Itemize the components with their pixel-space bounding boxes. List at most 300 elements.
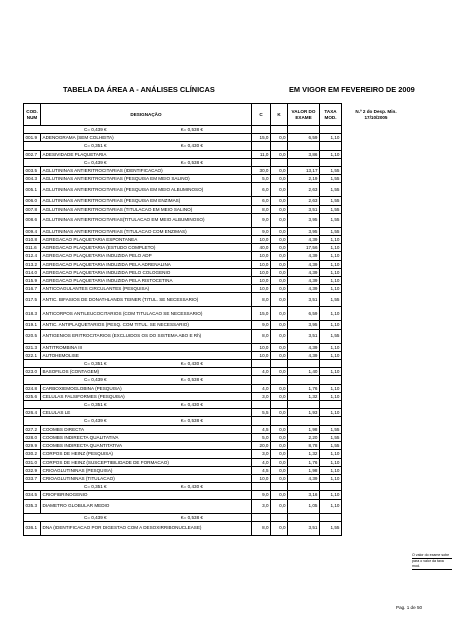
exam-value-cell: 3,95 <box>288 321 320 329</box>
code-cell: 031.0 <box>24 458 41 466</box>
empty-cell <box>342 474 411 482</box>
table-row <box>24 213 411 227</box>
code-cell: 028.0 <box>24 433 41 441</box>
c-cell: 10,0 <box>252 260 271 268</box>
table-row <box>24 183 411 197</box>
empty-cell <box>342 293 411 307</box>
price-factor-row <box>24 513 411 521</box>
table-row <box>24 197 411 205</box>
empty-cell <box>342 205 411 213</box>
exam-value-cell: 6,59 <box>288 134 320 142</box>
empty-cell <box>271 513 288 521</box>
designation-cell: AGLUTININAS ANTIERITROCITARIAS(TITULACAO EM MEIO ALBUMINOSO) <box>41 213 252 227</box>
c-cell: 4,5 <box>252 466 271 474</box>
exam-value-cell: 3,51 <box>288 329 320 343</box>
empty-cell <box>342 458 411 466</box>
moderating-fee-cell: 1,55 <box>320 433 342 441</box>
empty-cell <box>252 158 271 166</box>
exam-value-cell: 3,51 <box>288 521 320 535</box>
empty-cell <box>342 158 411 166</box>
code-cell: 005.1 <box>24 183 41 197</box>
exam-value-cell: 1,32 <box>288 392 320 400</box>
empty-cell <box>342 521 411 535</box>
exam-value-cell: 17,56 <box>288 244 320 252</box>
header-k: K <box>271 104 288 126</box>
c-cell: 6,0 <box>252 183 271 197</box>
moderating-fee-cell: 1,10 <box>320 307 342 321</box>
table-row <box>24 425 411 433</box>
exam-value-cell: 3,16 <box>288 491 320 499</box>
table-row <box>24 227 411 235</box>
c-factor: C= 0,439 € <box>84 159 107 165</box>
empty-cell <box>342 307 411 321</box>
moderating-fee-cell: 1,55 <box>320 293 342 307</box>
empty-cell <box>342 175 411 183</box>
exam-value-cell: 13,17 <box>288 167 320 175</box>
empty-cell <box>320 360 342 368</box>
code-cell: 016.7 <box>24 285 41 293</box>
exam-value-cell: 1,76 <box>288 458 320 466</box>
table-body <box>24 126 411 536</box>
empty-cell <box>342 368 411 376</box>
empty-cell <box>271 360 288 368</box>
k-cell: 0,0 <box>271 268 288 276</box>
empty-cell <box>342 329 411 343</box>
header-designacao: DESIGNAÇÃO <box>41 104 252 126</box>
table-row <box>24 260 411 268</box>
empty-cell <box>342 183 411 197</box>
moderating-fee-cell: 1,10 <box>320 268 342 276</box>
table-row <box>24 409 411 417</box>
table-row <box>24 458 411 466</box>
empty-cell <box>342 252 411 260</box>
k-cell: 0,0 <box>271 351 288 359</box>
code-cell: 033.7 <box>24 474 41 482</box>
moderating-fee-cell: 1,55 <box>320 442 342 450</box>
header-valor: VALOR DO EXAME <box>288 104 320 126</box>
empty-cell <box>320 483 342 491</box>
designation-cell: CRIOAGLUTININAS (PESQUISA) <box>41 466 252 474</box>
c-cell: 10,0 <box>252 285 271 293</box>
k-cell: 0,0 <box>271 491 288 499</box>
empty-cell <box>320 158 342 166</box>
empty-cell <box>342 268 411 276</box>
code-cell: 006.0 <box>24 197 41 205</box>
price-factor-cell <box>24 483 252 491</box>
empty-cell <box>342 244 411 252</box>
code-cell: 035.3 <box>24 499 41 513</box>
exam-value-cell: 6,59 <box>288 307 320 321</box>
table-row <box>24 433 411 441</box>
k-cell: 0,0 <box>271 227 288 235</box>
price-factor-cell <box>24 158 252 166</box>
code-cell: 025.6 <box>24 392 41 400</box>
k-cell: 0,0 <box>271 458 288 466</box>
c-cell: 8,0 <box>252 205 271 213</box>
code-cell: 029.9 <box>24 442 41 450</box>
k-cell: 0,0 <box>271 307 288 321</box>
empty-cell <box>320 513 342 521</box>
exam-value-cell: 4,39 <box>288 277 320 285</box>
empty-cell <box>252 483 271 491</box>
c-factor: C= 0,439 € <box>84 127 107 132</box>
empty-cell <box>342 360 411 368</box>
exam-value-cell: 3,95 <box>288 213 320 227</box>
c-factor: C= 0,351 € <box>84 484 107 490</box>
designation-cell: ADESIVIDADE PLAQUETARIA <box>41 150 252 158</box>
k-cell: 0,0 <box>271 134 288 142</box>
empty-cell <box>342 513 411 521</box>
code-cell: 032.9 <box>24 466 41 474</box>
c-cell: 4,0 <box>252 384 271 392</box>
exam-value-cell: 3,86 <box>288 150 320 158</box>
moderating-fee-cell: 1,10 <box>320 134 342 142</box>
moderating-fee-cell: 1,55 <box>320 197 342 205</box>
designation-cell: CRIOFIBRINOGENIO <box>41 491 252 499</box>
k-cell: 0,0 <box>271 425 288 433</box>
code-cell: 002.7 <box>24 150 41 158</box>
designation-cell: CORPOS DE HEINZ (SUSCEPTIBILIDADE DE FORMACAO) <box>41 458 252 466</box>
k-cell: 0,0 <box>271 285 288 293</box>
table-row <box>24 293 411 307</box>
empty-cell <box>342 351 411 359</box>
code-cell: 030.2 <box>24 450 41 458</box>
code-cell: 014.0 <box>24 268 41 276</box>
designation-cell: DIAMETRO GLOBULAR MEDIO <box>41 499 252 513</box>
price-factor-row <box>24 401 411 409</box>
moderating-fee-cell: 1,10 <box>320 285 342 293</box>
k-cell: 0,0 <box>271 343 288 351</box>
code-cell: 022.1 <box>24 351 41 359</box>
empty-cell <box>252 417 271 425</box>
code-cell: 036.1 <box>24 521 41 535</box>
c-cell: 10,0 <box>252 268 271 276</box>
c-cell: 15,0 <box>252 307 271 321</box>
table-row <box>24 343 411 351</box>
designation-cell: COOMBS INDIRECTA QUALITATIVA <box>41 433 252 441</box>
moderating-fee-cell: 1,10 <box>320 252 342 260</box>
c-cell: 10,0 <box>252 474 271 482</box>
c-cell: 9,0 <box>252 227 271 235</box>
moderating-fee-cell: 1,10 <box>320 368 342 376</box>
empty-cell <box>342 401 411 409</box>
header-row <box>24 104 411 126</box>
code-cell: 001.9 <box>24 134 41 142</box>
moderating-fee-cell: 1,10 <box>320 150 342 158</box>
moderating-fee-cell: 1,10 <box>320 491 342 499</box>
k-cell: 0,0 <box>271 175 288 183</box>
price-factor-cell <box>24 142 252 150</box>
table-row <box>24 392 411 400</box>
price-factor-cell <box>24 401 252 409</box>
moderating-fee-cell: 1,10 <box>320 384 342 392</box>
k-factor: K= 0,538 € <box>180 418 203 424</box>
empty-cell <box>320 376 342 384</box>
price-factor-row <box>24 417 411 425</box>
k-cell: 0,0 <box>271 213 288 227</box>
k-cell: 0,0 <box>271 236 288 244</box>
c-factor: C= 0,439 € <box>84 418 107 424</box>
moderating-fee-cell: 1,55 <box>320 329 342 343</box>
tax-note-line: O valor do exame sobe <box>412 553 452 559</box>
k-cell: 0,0 <box>271 433 288 441</box>
exam-value-cell: 1,98 <box>288 425 320 433</box>
table-row <box>24 175 411 183</box>
empty-cell <box>342 442 411 450</box>
empty-cell <box>271 417 288 425</box>
c-cell: 9,0 <box>252 491 271 499</box>
exam-value-cell: 4,39 <box>288 252 320 260</box>
exam-value-cell: 3,95 <box>288 227 320 235</box>
table-row <box>24 466 411 474</box>
code-cell: 013.2 <box>24 260 41 268</box>
table-row <box>24 351 411 359</box>
price-factor-row <box>24 126 411 134</box>
moderating-fee-cell: 1,55 <box>320 183 342 197</box>
price-factor-cell <box>24 417 252 425</box>
c-cell: 3,0 <box>252 450 271 458</box>
k-factor: K= 0,538 € <box>180 159 203 165</box>
designation-cell: CORPOS DE HEINZ (PESQUISA) <box>41 450 252 458</box>
price-factor-row <box>24 360 411 368</box>
empty-cell <box>252 126 271 134</box>
k-cell: 0,0 <box>271 392 288 400</box>
code-cell: 023.0 <box>24 368 41 376</box>
k-cell: 0,0 <box>271 368 288 376</box>
c-cell: 5,5 <box>252 409 271 417</box>
k-cell: 0,0 <box>271 205 288 213</box>
code-cell: 010.8 <box>24 236 41 244</box>
k-cell: 0,0 <box>271 329 288 343</box>
code-cell: 012.4 <box>24 252 41 260</box>
k-factor: K= 0,538 € <box>180 377 203 383</box>
designation-cell: CARBOXIEMOGLOBINA (PESQUISA) <box>41 384 252 392</box>
table-row <box>24 450 411 458</box>
code-cell: 027.2 <box>24 425 41 433</box>
c-cell: 30,0 <box>252 167 271 175</box>
designation-cell: AGLUTININAS ANTIERITROCITARIAS (PESQUISA EM MEIO ALBUMINOSO) <box>41 183 252 197</box>
code-cell: 009.4 <box>24 227 41 235</box>
designation-cell: AGREGACAO PLAQUETARIA INDUZIDA PELA ADRENALINA <box>41 260 252 268</box>
designation-cell: ANTICOAGULANTES CIRCULANTES (PESQUISA) <box>41 285 252 293</box>
empty-cell <box>342 134 411 142</box>
empty-cell <box>342 213 411 227</box>
empty-cell <box>288 376 320 384</box>
empty-cell <box>288 483 320 491</box>
moderating-fee-cell: 1,10 <box>320 277 342 285</box>
moderating-fee-cell: 1,10 <box>320 244 342 252</box>
moderating-fee-cell: 1,10 <box>320 466 342 474</box>
table-row <box>24 150 411 158</box>
table-row <box>24 521 411 535</box>
table-row <box>24 268 411 276</box>
k-cell: 0,0 <box>271 150 288 158</box>
empty-cell <box>342 450 411 458</box>
empty-cell <box>342 227 411 235</box>
designation-cell: AGREGACAO PLAQUETARIA (ESTUDO COMPLETO) <box>41 244 252 252</box>
c-cell: 4,0 <box>252 458 271 466</box>
exam-value-cell: 3,51 <box>288 293 320 307</box>
designation-cell: AGREGACAO PLAQUETARIA INDUZIDA PELA RISTOCETINA <box>41 277 252 285</box>
moderating-fee-cell: 1,10 <box>320 458 342 466</box>
empty-cell <box>320 126 342 134</box>
exam-value-cell: 4,39 <box>288 474 320 482</box>
c-cell: 10,0 <box>252 277 271 285</box>
designation-cell: AUTOHEMOLISE <box>41 351 252 359</box>
table-title: TABELA DA ÁREA A - ANÁLISES CLÍNICAS <box>63 85 215 94</box>
c-factor: C= 0,439 € <box>84 514 107 520</box>
empty-cell <box>342 277 411 285</box>
c-cell: 10,0 <box>252 252 271 260</box>
table-row <box>24 285 411 293</box>
designation-cell: CRIOAGLUTININAS (TITULACAO) <box>41 474 252 482</box>
empty-cell <box>342 376 411 384</box>
code-cell: 021.3 <box>24 343 41 351</box>
price-factor-row <box>24 142 411 150</box>
header-taxa: TAXA MOD. <box>320 104 342 126</box>
c-cell: 8,0 <box>252 329 271 343</box>
empty-cell <box>342 483 411 491</box>
c-cell: 4,5 <box>252 425 271 433</box>
table-row <box>24 474 411 482</box>
code-cell: 020.5 <box>24 329 41 343</box>
empty-cell <box>252 142 271 150</box>
exam-value-cell: 1,98 <box>288 466 320 474</box>
moderating-fee-cell: 1,55 <box>320 227 342 235</box>
moderating-fee-cell: 1,10 <box>320 351 342 359</box>
designation-cell: ANTIC. ANTIPLAQUETARIOS (PESQ. COM TITUL. SE NECESSARIO) <box>41 321 252 329</box>
exam-value-cell: 2,20 <box>288 433 320 441</box>
k-cell: 0,0 <box>271 244 288 252</box>
effective-date-title: EM VIGOR EM FEVEREIRO DE 2009 <box>289 85 415 94</box>
exam-value-cell: 1,05 <box>288 499 320 513</box>
c-factor: C= 0,439 € <box>84 377 107 383</box>
c-cell: 6,0 <box>252 197 271 205</box>
designation-cell: AGREGACAO PLAQUETARIA ESPONTANEA <box>41 236 252 244</box>
moderating-fee-cell: 1,55 <box>320 521 342 535</box>
page-number: Pag. 1 de 50 <box>396 605 423 610</box>
moderating-fee-cell: 1,10 <box>320 392 342 400</box>
empty-cell <box>342 409 411 417</box>
table-row <box>24 499 411 513</box>
k-factor: K= 0,538 € <box>180 514 203 520</box>
c-cell: 8,0 <box>252 293 271 307</box>
empty-cell <box>320 417 342 425</box>
table-row <box>24 329 411 343</box>
price-factor-row <box>24 376 411 384</box>
c-cell: 15,0 <box>252 134 271 142</box>
empty-cell <box>342 466 411 474</box>
empty-cell <box>271 142 288 150</box>
k-cell: 0,0 <box>271 409 288 417</box>
table-row <box>24 244 411 252</box>
table-row <box>24 368 411 376</box>
code-cell: 024.8 <box>24 384 41 392</box>
k-factor: K= 0,538 € <box>180 127 203 132</box>
price-factor-cell <box>24 360 252 368</box>
table-row <box>24 442 411 450</box>
exam-value-cell: 4,39 <box>288 260 320 268</box>
k-cell: 0,0 <box>271 252 288 260</box>
table-row <box>24 167 411 175</box>
empty-cell <box>342 392 411 400</box>
empty-cell <box>271 126 288 134</box>
table-row <box>24 205 411 213</box>
k-cell: 0,0 <box>271 521 288 535</box>
k-factor: K= 0,430 € <box>180 143 203 149</box>
designation-cell: AGREGACAO PLAQUETARIA INDUZIDA PELO ADP <box>41 252 252 260</box>
c-factor: C= 0,351 € <box>84 402 107 408</box>
exam-value-cell: 2,63 <box>288 197 320 205</box>
k-cell: 0,0 <box>271 183 288 197</box>
table-row <box>24 134 411 142</box>
exam-value-cell: 4,39 <box>288 351 320 359</box>
k-cell: 0,0 <box>271 384 288 392</box>
exam-value-cell: 1,76 <box>288 384 320 392</box>
code-cell: 007.8 <box>24 205 41 213</box>
designation-cell: AGREGACAO PLAQUETARIA INDUZIDA PELO COLOGENIO <box>41 268 252 276</box>
exam-value-cell: 8,78 <box>288 442 320 450</box>
empty-cell <box>342 126 411 134</box>
c-cell: 9,0 <box>252 213 271 227</box>
designation-cell: ANTIC. BIFASIOS DE DONATHLANDS TEINER (TITUL. SE NECESSARIO) <box>41 293 252 307</box>
tax-note <box>412 553 452 570</box>
exam-value-cell: 4,39 <box>288 268 320 276</box>
c-cell: 20,0 <box>252 442 271 450</box>
code-cell: 018.3 <box>24 307 41 321</box>
code-cell: 015.9 <box>24 277 41 285</box>
empty-cell <box>342 236 411 244</box>
empty-cell <box>271 158 288 166</box>
empty-cell <box>288 158 320 166</box>
exam-value-cell: 4,39 <box>288 285 320 293</box>
empty-cell <box>342 343 411 351</box>
exam-value-cell: 1,93 <box>288 409 320 417</box>
moderating-fee-cell: 1,55 <box>320 205 342 213</box>
empty-cell <box>252 376 271 384</box>
designation-cell: ANTIGENIOS ERITROCITARIOS (EXCLUIDOS OS DO SISTEMA ABO E Rh) <box>41 329 252 343</box>
empty-cell <box>288 360 320 368</box>
designation-cell: AGLUTININAS ANTIERITROCITARIAS (PESQUISA EM MEIO SALINO) <box>41 175 252 183</box>
c-cell: 11,0 <box>252 150 271 158</box>
code-cell: 004.3 <box>24 175 41 183</box>
exam-value-cell: 2,63 <box>288 183 320 197</box>
table-row <box>24 236 411 244</box>
exam-value-cell: 1,32 <box>288 450 320 458</box>
designation-cell: BASOFILOS (CONTAGEM) <box>41 368 252 376</box>
empty-cell <box>342 167 411 175</box>
empty-cell <box>342 150 411 158</box>
c-cell: 40,0 <box>252 244 271 252</box>
designation-cell: AGLUTININAS ANTIERITROCITARIAS (IDENTIFICACAO) <box>41 167 252 175</box>
moderating-fee-cell: 1,10 <box>320 450 342 458</box>
exam-value-cell: 4,39 <box>288 343 320 351</box>
exam-value-cell: 4,39 <box>288 236 320 244</box>
c-cell: 10,0 <box>252 343 271 351</box>
c-cell: 10,0 <box>252 351 271 359</box>
empty-cell <box>342 260 411 268</box>
c-cell: 9,0 <box>252 321 271 329</box>
k-cell: 0,0 <box>271 260 288 268</box>
empty-cell <box>271 401 288 409</box>
exam-value-cell: 3,51 <box>288 205 320 213</box>
designation-cell: COOMBS DIRECTA <box>41 425 252 433</box>
table-row <box>24 252 411 260</box>
table-row <box>24 491 411 499</box>
k-cell: 0,0 <box>271 321 288 329</box>
empty-cell <box>342 384 411 392</box>
moderating-fee-cell: 1,10 <box>320 236 342 244</box>
